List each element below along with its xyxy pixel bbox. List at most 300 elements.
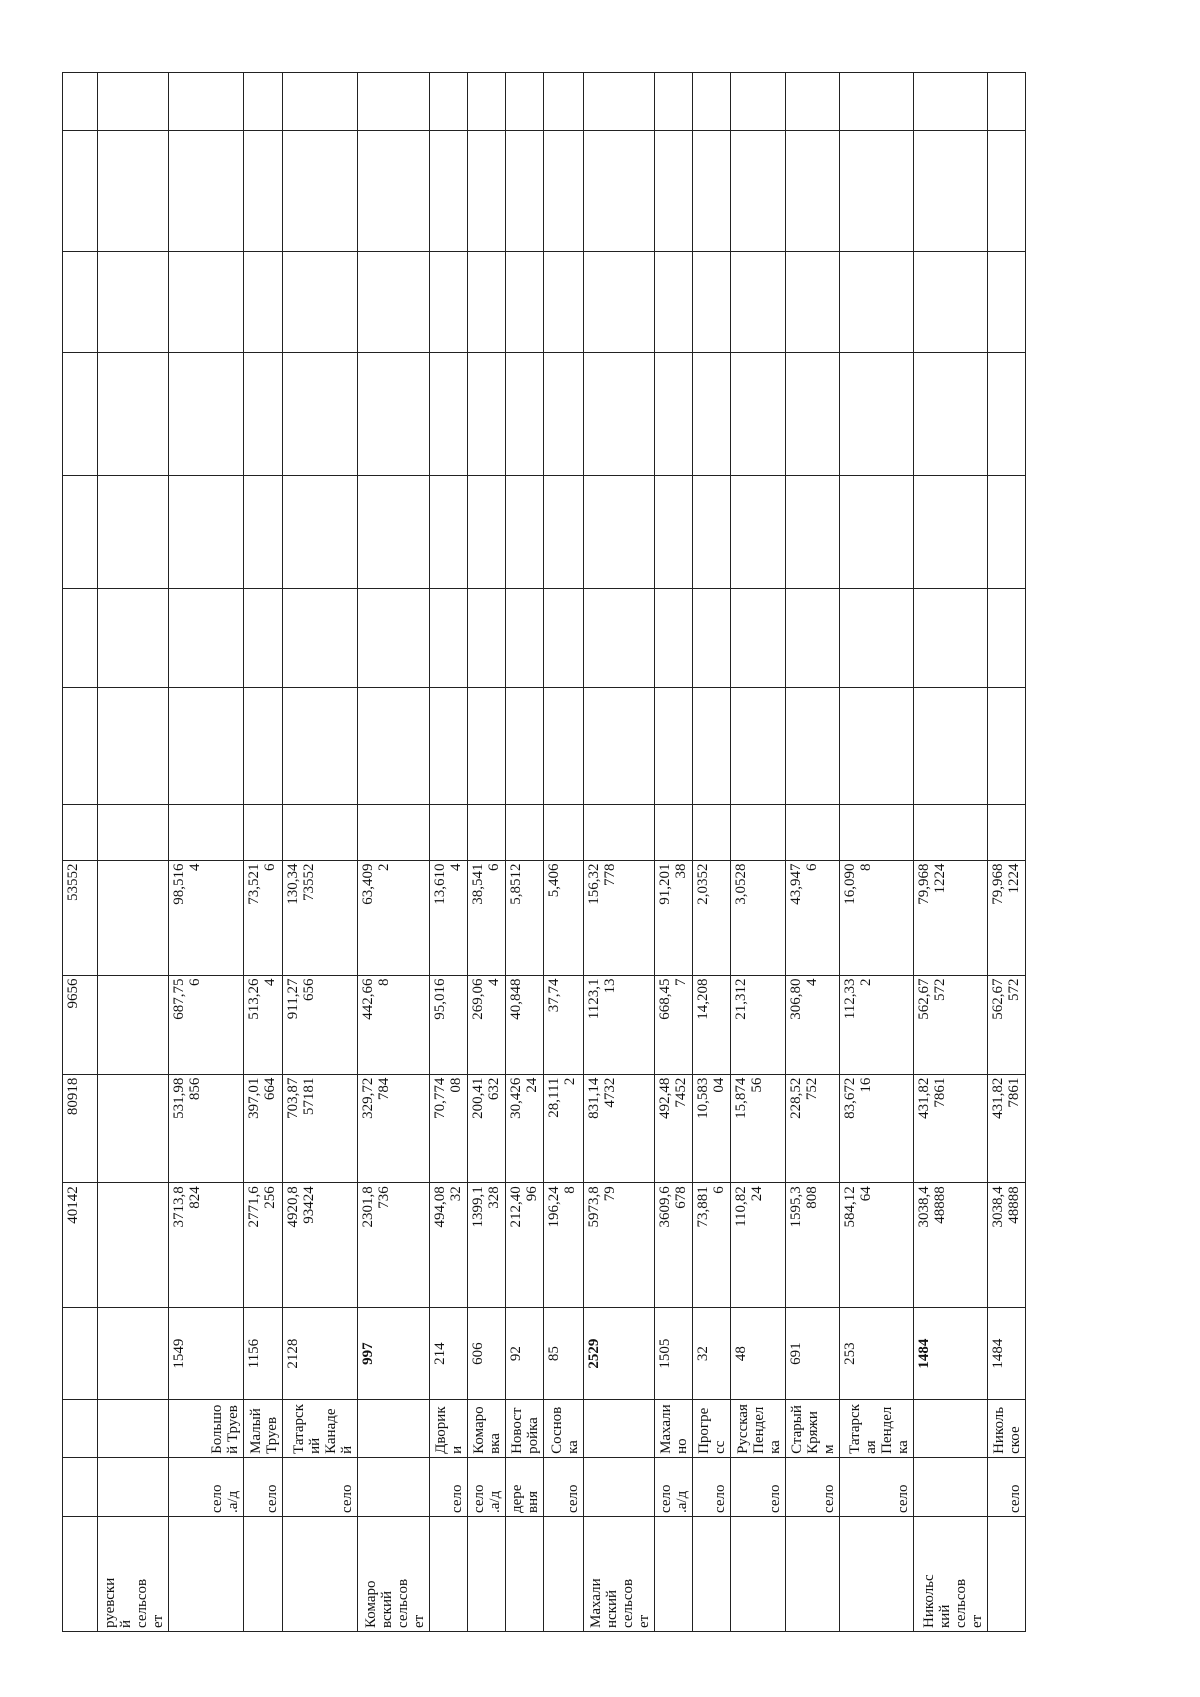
empty-cell [244,804,282,860]
empty-cell [98,804,169,860]
table-row [583,73,654,1632]
cell-value-1: 3713,8 824 [169,1183,244,1308]
empty-cell [430,475,468,588]
cell-count: 48 [731,1307,786,1400]
empty-cell [654,589,692,688]
cell-value-2 [98,1074,169,1183]
cell-value-4: 2,0352 [692,860,730,975]
empty-cell [987,688,1025,805]
empty-cell [987,252,1025,353]
cell-sovet [692,1517,730,1632]
cell-value-2: 531,98 856 [169,1074,244,1183]
empty-cell [98,688,169,805]
cell-value-4: 16,090 8 [840,860,913,975]
table-row [785,73,840,1632]
empty-cell [63,252,98,353]
table-row [357,73,429,1632]
empty-cell [98,475,169,588]
cell-settlement-type: село .а/д [654,1457,692,1516]
empty-cell [692,130,730,251]
empty-cell [692,475,730,588]
empty-cell [169,352,244,475]
cell-value-2: 831,14 4732 [583,1074,654,1183]
cell-settlement-type [98,1457,169,1516]
cell-count: 92 [506,1307,544,1400]
empty-cell [785,252,840,353]
empty-cell [654,252,692,353]
empty-cell [244,475,282,588]
empty-cell [282,475,357,588]
empty-cell [357,130,429,251]
empty-cell [282,130,357,251]
cell-value-1: 3038,4 48888 [987,1183,1025,1308]
table-row [98,73,169,1632]
cell-count: 253 [840,1307,913,1400]
cell-value-1: 4920,8 93424 [282,1183,357,1308]
cell-value-3: 112,33 2 [840,975,913,1074]
table-row [654,73,692,1632]
cell-value-2: 329,72 784 [357,1074,429,1183]
empty-cell [244,73,282,131]
empty-cell [731,73,786,131]
empty-cell [731,589,786,688]
empty-cell [544,589,583,688]
cell-count: 2128 [282,1307,357,1400]
empty-cell [840,73,913,131]
cell-settlement-type: село [282,1457,357,1516]
cell-value-3: 306,80 4 [785,975,840,1074]
empty-cell [357,252,429,353]
cell-value-1: 196,24 8 [544,1183,583,1308]
empty-cell [468,804,506,860]
rotated-table-sheet [62,72,1026,1632]
empty-cell [357,589,429,688]
cell-value-1: 5973,8 79 [583,1183,654,1308]
cell-value-1: 494,08 32 [430,1183,468,1308]
cell-sovet [169,1517,244,1632]
empty-cell [506,130,544,251]
empty-cell [731,252,786,353]
empty-cell [692,252,730,353]
empty-cell [583,475,654,588]
cell-count: 1156 [244,1307,282,1400]
cell-settlement-name [98,1400,169,1458]
empty-cell [913,688,987,805]
empty-cell [506,352,544,475]
cell-sovet: Комаро вский сельсов ет [357,1517,429,1632]
cell-value-4: 130,34 73552 [282,860,357,975]
empty-cell [654,130,692,251]
empty-cell [544,73,583,131]
empty-cell [98,352,169,475]
cell-settlement-type [913,1457,987,1516]
empty-cell [468,589,506,688]
empty-cell [692,804,730,860]
empty-cell [430,589,468,688]
cell-value-3: 911,27 656 [282,975,357,1074]
empty-cell [506,804,544,860]
cell-value-1: 1595,3 808 [785,1183,840,1308]
cell-sovet [544,1517,583,1632]
empty-cell [583,130,654,251]
empty-cell [430,352,468,475]
empty-cell [98,130,169,251]
empty-cell [913,475,987,588]
empty-cell [840,252,913,353]
empty-cell [544,688,583,805]
empty-cell [244,252,282,353]
empty-cell [654,475,692,588]
empty-cell [544,252,583,353]
empty-cell [282,252,357,353]
cell-value-3: 562,67 572 [987,975,1025,1074]
cell-value-2: 397,01 664 [244,1074,282,1183]
cell-sovet [468,1517,506,1632]
empty-cell [506,475,544,588]
header-empty-cell [63,1400,98,1458]
empty-cell [63,475,98,588]
cell-count: 32 [692,1307,730,1400]
empty-cell [583,73,654,131]
cell-settlement-name: Малый Труев [244,1400,282,1458]
empty-cell [913,804,987,860]
cell-settlement-name: Старый Кряжи м [785,1400,840,1458]
header-value: 53552 [63,860,98,975]
cell-settlement-name [357,1400,429,1458]
cell-sovet [282,1517,357,1632]
cell-value-4 [98,860,169,975]
empty-cell [468,252,506,353]
empty-cell [731,130,786,251]
cell-settlement-type: село [692,1457,730,1516]
empty-cell [654,804,692,860]
cell-value-4: 98,516 4 [169,860,244,975]
empty-cell [244,352,282,475]
empty-cell [244,589,282,688]
cell-value-2: 15,874 56 [731,1074,786,1183]
empty-cell [785,475,840,588]
empty-cell [63,804,98,860]
cell-value-4: 5,8512 [506,860,544,975]
empty-cell [654,688,692,805]
empty-cell [544,352,583,475]
cell-value-2: 10,583 04 [692,1074,730,1183]
empty-cell [169,589,244,688]
cell-sovet [731,1517,786,1632]
empty-cell [987,475,1025,588]
cell-value-3: 668,45 7 [654,975,692,1074]
empty-cell [987,352,1025,475]
table-row [987,73,1025,1632]
empty-cell [840,804,913,860]
cell-value-4: 91,201 38 [654,860,692,975]
cell-settlement-name: Прогре сс [692,1400,730,1458]
empty-cell [785,688,840,805]
empty-cell [692,589,730,688]
cell-count: 2529 [583,1307,654,1400]
cell-value-4: 156,32 778 [583,860,654,975]
empty-cell [357,804,429,860]
cell-settlement-name: Николь ское [987,1400,1025,1458]
empty-cell [987,130,1025,251]
cell-value-1: 584,12 64 [840,1183,913,1308]
empty-cell [913,252,987,353]
cell-settlement-name [583,1400,654,1458]
cell-count: 1484 [913,1307,987,1400]
table-row [840,73,913,1632]
cell-settlement-name: Татарск ая Пендел ка [840,1400,913,1458]
cell-sovet [506,1517,544,1632]
empty-cell [282,688,357,805]
empty-cell [169,804,244,860]
cell-value-3: 1123,1 13 [583,975,654,1074]
table-row [544,73,583,1632]
empty-cell [282,804,357,860]
empty-cell [913,352,987,475]
cell-value-3: 21,312 [731,975,786,1074]
cell-sovet: Махали нский сельсов ет [583,1517,654,1632]
cell-settlement-type: село .а/д [468,1457,506,1516]
empty-cell [169,688,244,805]
cell-settlement-type: село [430,1457,468,1516]
cell-count: 691 [785,1307,840,1400]
cell-value-2: 492,48 7452 [654,1074,692,1183]
cell-value-1: 212,40 96 [506,1183,544,1308]
empty-cell [544,804,583,860]
cell-value-3: 442,66 8 [357,975,429,1074]
header-empty-cell [63,1457,98,1516]
empty-cell [731,804,786,860]
cell-settlement-type: дере вня [506,1457,544,1516]
empty-cell [169,252,244,353]
empty-cell [430,804,468,860]
cell-sovet [785,1517,840,1632]
cell-value-1 [98,1183,169,1308]
cell-value-3: 562,67 572 [913,975,987,1074]
header-value: 40142 [63,1183,98,1308]
empty-cell [357,73,429,131]
cell-value-3: 513,26 4 [244,975,282,1074]
empty-cell [731,688,786,805]
cell-value-4: 38,541 6 [468,860,506,975]
empty-cell [98,252,169,353]
cell-settlement-type [357,1457,429,1516]
cell-value-4: 5,406 [544,860,583,975]
empty-cell [692,352,730,475]
empty-cell [840,352,913,475]
cell-settlement-name: Комаро вка [468,1400,506,1458]
cell-value-2: 228,52 752 [785,1074,840,1183]
empty-cell [583,252,654,353]
cell-value-3: 37,74 [544,975,583,1074]
empty-cell [63,688,98,805]
cell-settlement-name: Большо й Труев [169,1400,244,1458]
cell-settlement-type: село [785,1457,840,1516]
empty-cell [282,73,357,131]
empty-cell [785,73,840,131]
cell-value-1: 2771,6 256 [244,1183,282,1308]
cell-value-2: 431,82 7861 [913,1074,987,1183]
cell-value-3 [98,975,169,1074]
cell-sovet [430,1517,468,1632]
cell-settlement-type: село [987,1457,1025,1516]
cell-value-1: 73,881 6 [692,1183,730,1308]
cell-settlement-type [583,1457,654,1516]
empty-cell [840,589,913,688]
empty-cell [785,589,840,688]
empty-cell [840,130,913,251]
cell-value-1: 3609,6 678 [654,1183,692,1308]
empty-cell [987,804,1025,860]
empty-cell [692,688,730,805]
cell-value-2: 28,111 2 [544,1074,583,1183]
cell-value-4: 79,968 1224 [913,860,987,975]
empty-cell [544,475,583,588]
cell-settlement-name: Русская Пендел ка [731,1400,786,1458]
empty-cell [430,130,468,251]
empty-cell [692,73,730,131]
empty-cell [430,252,468,353]
cell-settlement-type: село [840,1457,913,1516]
empty-cell [840,475,913,588]
empty-cell [583,589,654,688]
empty-cell [583,352,654,475]
empty-cell [654,352,692,475]
empty-cell [913,589,987,688]
cell-sovet: Никольс кий сельсов ет [913,1517,987,1632]
cell-value-2: 431,82 7861 [987,1074,1025,1183]
cell-value-4: 79,968 1224 [987,860,1025,975]
header-row [63,73,98,1632]
empty-cell [244,688,282,805]
empty-cell [785,352,840,475]
header-value: 80918 [63,1074,98,1183]
cell-settlement-type: село [544,1457,583,1516]
empty-cell [169,130,244,251]
empty-cell [98,589,169,688]
cell-value-2: 703,87 57181 [282,1074,357,1183]
table-row [282,73,357,1632]
empty-cell [468,352,506,475]
cell-value-3: 40,848 [506,975,544,1074]
cell-count: 85 [544,1307,583,1400]
cell-settlement-name: Дворик и [430,1400,468,1458]
cell-value-4: 13,610 4 [430,860,468,975]
empty-cell [913,130,987,251]
table-row [169,73,244,1632]
cell-sovet: руевски й сельсов ет [98,1517,169,1632]
cell-value-3: 95,016 [430,975,468,1074]
cell-value-4: 3,0528 [731,860,786,975]
cell-value-4: 63,409 2 [357,860,429,975]
table-row [731,73,786,1632]
cell-value-3: 14,208 [692,975,730,1074]
empty-cell [731,352,786,475]
cell-count [98,1307,169,1400]
empty-cell [98,73,169,131]
empty-cell [544,130,583,251]
empty-cell [282,589,357,688]
cell-value-1: 110,82 24 [731,1183,786,1308]
cell-value-3: 269,06 4 [468,975,506,1074]
header-empty-cell [63,1517,98,1632]
empty-cell [282,352,357,475]
table-row [244,73,282,1632]
empty-cell [583,804,654,860]
empty-cell [506,252,544,353]
cell-value-1: 1399,1 328 [468,1183,506,1308]
cell-value-2: 30,426 24 [506,1074,544,1183]
empty-cell [357,688,429,805]
data-table [62,72,1026,1632]
empty-cell [583,688,654,805]
cell-value-1: 2301,8 736 [357,1183,429,1308]
empty-cell [63,130,98,251]
empty-cell [357,352,429,475]
empty-cell [785,804,840,860]
cell-count: 1549 [169,1307,244,1400]
empty-cell [169,475,244,588]
empty-cell [468,688,506,805]
cell-settlement-name [913,1400,987,1458]
empty-cell [357,475,429,588]
cell-sovet [654,1517,692,1632]
cell-settlement-type: село [731,1457,786,1516]
header-empty-cell [63,1307,98,1400]
empty-cell [63,73,98,131]
empty-cell [506,589,544,688]
header-value: 9656 [63,975,98,1074]
empty-cell [468,475,506,588]
cell-settlement-type: село [244,1457,282,1516]
empty-cell [244,130,282,251]
cell-sovet [987,1517,1025,1632]
empty-cell [506,73,544,131]
table-row [506,73,544,1632]
empty-cell [731,475,786,588]
table-row [468,73,506,1632]
empty-cell [913,73,987,131]
cell-value-3: 687,75 6 [169,975,244,1074]
cell-value-4: 73,521 6 [244,860,282,975]
table-row [913,73,987,1632]
cell-settlement-name: Татарск ий Канаде й [282,1400,357,1458]
cell-settlement-name: Новост ройка [506,1400,544,1458]
cell-settlement-name: Соснов ка [544,1400,583,1458]
cell-value-4: 43,947 6 [785,860,840,975]
cell-value-2: 200,41 632 [468,1074,506,1183]
cell-count: 1505 [654,1307,692,1400]
empty-cell [430,688,468,805]
table-row [692,73,730,1632]
cell-count: 214 [430,1307,468,1400]
empty-cell [468,130,506,251]
cell-sovet [244,1517,282,1632]
empty-cell [169,73,244,131]
empty-cell [987,73,1025,131]
cell-value-2: 70,774 08 [430,1074,468,1183]
cell-settlement-name: Махали но [654,1400,692,1458]
cell-sovet [840,1517,913,1632]
cell-count: 606 [468,1307,506,1400]
cell-value-1: 3038,4 48888 [913,1183,987,1308]
empty-cell [785,130,840,251]
empty-cell [63,589,98,688]
empty-cell [654,73,692,131]
empty-cell [506,688,544,805]
cell-count: 997 [357,1307,429,1400]
cell-count: 1484 [987,1307,1025,1400]
